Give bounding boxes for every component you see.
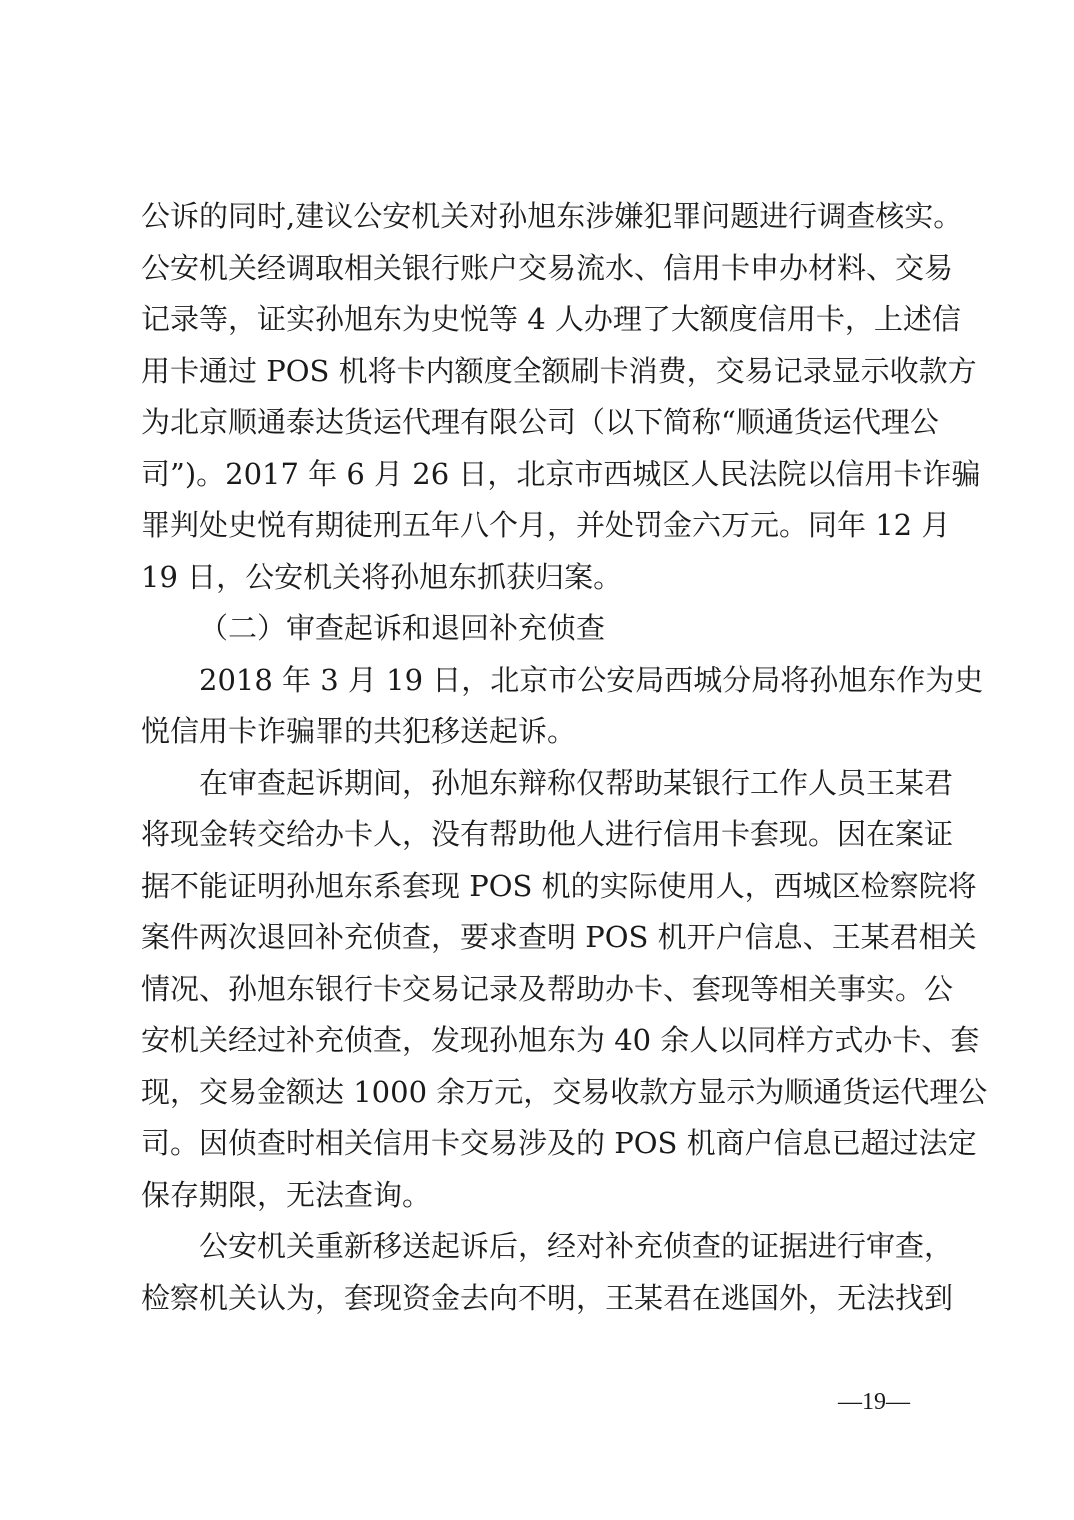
section-heading: （二）审查起诉和退回补充侦查 xyxy=(199,611,606,645)
body-text xyxy=(141,191,988,1324)
text-line: 记录等，证实孙旭东为史悦等 4 人办理了大额度信用卡，上述信 xyxy=(141,302,961,336)
page-number: —19— xyxy=(838,1389,910,1415)
text-line: 司”)。2017 年 6 月 26 日，北京市西城区人民法院以信用卡诈骗 xyxy=(141,456,981,491)
text-line: 保存期限，无法查询。 xyxy=(141,1177,432,1212)
text-line: 悦信用卡诈骗罪的共犯移送起诉。 xyxy=(141,714,577,748)
text-line: 据不能证明孙旭东系套现 POS 机的实际使用人，西城区检察院将 xyxy=(141,868,977,903)
text-line: 在审查起诉期间，孙旭东辩称仅帮助某银行工作人员王某君 xyxy=(199,765,954,800)
text-line: 用卡通过 POS 机将卡内额度全额刷卡消费，交易记录显示收款方 xyxy=(141,353,977,388)
text-line: 公安机关经调取相关银行账户交易流水、信用卡申办材料、交易 xyxy=(141,250,954,285)
text-line: 现，交易金额达 1000 余万元，交易收款方显示为顺通货运代理公 xyxy=(141,1074,988,1109)
text-line: 公诉的同时,建议公安机关对孙旭东涉嫌犯罪问题进行调查核实。 xyxy=(141,199,963,233)
text-line: 19 日，公安机关将孙旭东抓获归案。 xyxy=(141,559,623,594)
text-line: 为北京顺通泰达货运代理有限公司（以下简称“顺通货运代理公 xyxy=(141,405,939,439)
text-line: 罪判处史悦有期徒刑五年八个月，并处罚金六万元。同年 12 月 xyxy=(141,508,951,542)
text-line: 检察机关认为，套现资金去向不明，王某君在逃国外，无法找到 xyxy=(141,1280,954,1315)
text-line: 将现金转交给办卡人，没有帮助他人进行信用卡套现。因在案证 xyxy=(141,817,954,851)
text-line: 司。因侦查时相关信用卡交易涉及的 POS 机商户信息已超过法定 xyxy=(141,1126,977,1160)
text-line: 情况、孙旭东银行卡交易记录及帮助办卡、套现等相关事实。公 xyxy=(141,971,954,1006)
text-line: 公安机关重新移送起诉后，经对补充侦查的证据进行审查， xyxy=(199,1229,954,1263)
text-line: 案件两次退回补充侦查，要求查明 POS 机开户信息、王某君相关 xyxy=(141,920,977,954)
text-line: 2018 年 3 月 19 日，北京市公安局西城分局将孙旭东作为史 xyxy=(199,662,984,697)
text-line: 安机关经过补充侦查，发现孙旭东为 40 余人以同样方式办卡、套 xyxy=(141,1023,980,1057)
